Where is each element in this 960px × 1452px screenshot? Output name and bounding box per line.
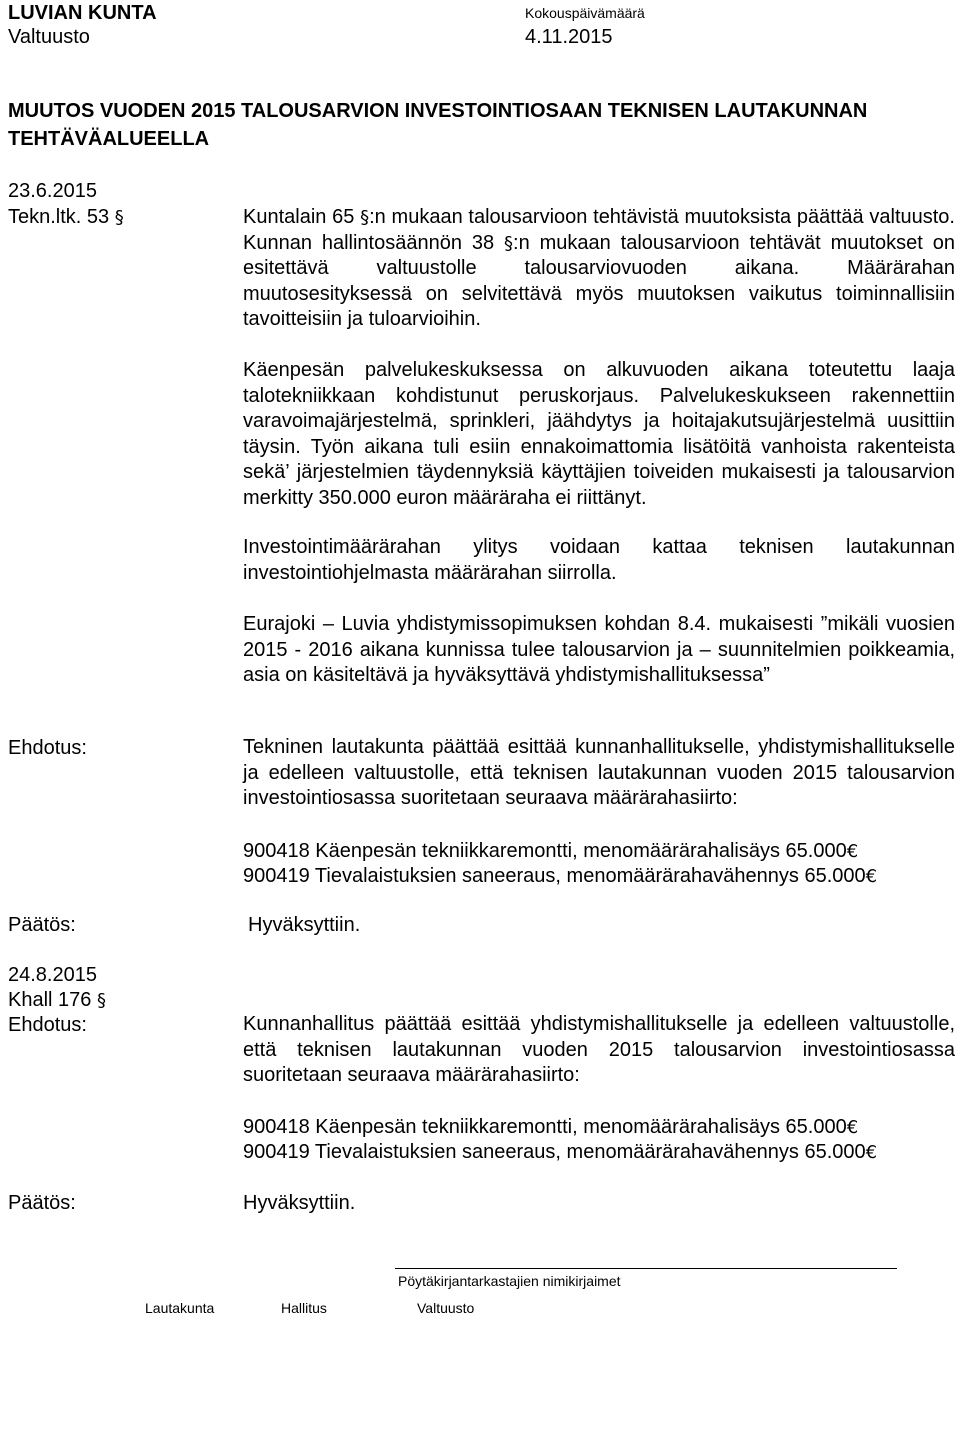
euro-sign: € bbox=[846, 841, 859, 862]
footer-col-government: Hallitus bbox=[281, 1300, 327, 1316]
euro-sign: € bbox=[865, 1142, 878, 1163]
footer-col-council: Valtuusto bbox=[417, 1300, 475, 1316]
title-line-1: MUUTOS VUODEN 2015 TALOUSARVION INVESTOINTIOSAAN TEKNISEN LAUTAKUNNAN bbox=[8, 100, 868, 122]
section2-decision: Hyväksyttiin. bbox=[243, 1192, 356, 1214]
section1-proposal: Tekninen lautakunta päättää esittää kunnanhallitukselle, yhdistymishallitukselle ja edelleen valtuustolle, että teknisen lautakunnan vuoden 2015 talousarvion investointiosassa suoritetaan seuraava määrärahasiirto: bbox=[243, 736, 955, 810]
meeting-date-label: Kokouspäivämäärä bbox=[525, 5, 645, 21]
section1-paragraph-2: Käenpesän palvelukeskuksessa on alkuvuoden aikana toteutettu laaja talotekniikkaan kohdistunut peruskorjaus. Palvelukeskukseen rakennettiin varavoimajärjestelmä, sprinkleri, jäähdytys ja hoitajakutsujärjestelmä uusittiin täysin. Työn aikana tuli esiin ennakoimattomia lisätöitä vanhoista rakenteista sekä’ järjestelmien täydennyksiä käyttäjien toiveiden mukaisesti ja talousarvion merkitty 350.000 euron määräraha ei riittänyt. bbox=[243, 359, 955, 509]
section-sign: § bbox=[504, 232, 514, 254]
title-line-2: TEHTÄVÄALUEELLA bbox=[8, 128, 210, 150]
decision-label: Päätös: bbox=[8, 914, 76, 936]
section2-ref-text: Khall 176 bbox=[8, 989, 92, 1011]
section1-paragraph-3: Investointimäärärahan ylitys voidaan kattaa teknisen lautakunnan investointiohjelmasta määrärahan siirrolla. bbox=[243, 536, 955, 584]
euro-sign: € bbox=[865, 866, 878, 887]
euro-sign: € bbox=[846, 1117, 859, 1138]
section1-paragraph-4: Eurajoki – Luvia yhdistymissopimuksen kohdan 8.4. mukaisesti ”mikäli vuosien 2015 - 2016 aikana kunnissa tulee talousarvion ja – suunnitelmien poikkeamia, asia on käsiteltävä ja hyväksyttävä yhdistymishallituksessa” bbox=[243, 613, 955, 687]
section2-ref bbox=[8, 987, 106, 1014]
section2-transfer-item-1: 900418 Käenpesän tekniikkaremontti, menomäärärahalisäys 65.000€ bbox=[243, 1116, 859, 1138]
proposal-label: Ehdotus: bbox=[8, 737, 87, 759]
body-name: Valtuusto bbox=[8, 26, 90, 48]
section-sign: § bbox=[360, 207, 370, 228]
section2-proposal: Kunnanhallitus päättää esittää yhdistymishallitukselle ja edelleen valtuustolle, että teknisen lautakunnan vuoden 2015 talousarvion investointiosassa suoritetaan seuraava määrärahasiirto: bbox=[243, 1013, 955, 1087]
section1-paragraph-1: Kuntalain 65 §:n mukaan talousarvioon tehtävistä muutoksista päättää valtuusto. Kunnan hallintosäännön 38 §:n mukaan talousarvioon tehtävät muutokset on esitettävä valtuustolle talousarviovuoden aikana. Määrärahan muutosesityksessä on selvitettävä myös muutoksen vaikutus toiminnallisiin tavoitteisiin ja tuloarvioihin. bbox=[243, 206, 955, 331]
section2-date: 24.8.2015 bbox=[8, 964, 97, 986]
municipality-name: LUVIAN KUNTA bbox=[8, 2, 157, 24]
section1-ref bbox=[8, 204, 124, 231]
footer-divider bbox=[395, 1268, 897, 1269]
section1-date: 23.6.2015 bbox=[8, 180, 97, 202]
section1-transfer-item-1: 900418 Käenpesän tekniikkaremontti, menomäärärahalisäys 65.000€ bbox=[243, 840, 859, 862]
footer-col-board: Lautakunta bbox=[145, 1300, 215, 1316]
document-title bbox=[8, 97, 867, 153]
section-sign: § bbox=[96, 990, 106, 1011]
proposal-label: Ehdotus: bbox=[8, 1014, 87, 1036]
decision-label: Päätös: bbox=[8, 1192, 76, 1214]
meeting-date: 4.11.2015 bbox=[525, 26, 613, 48]
footer-initials-label: Pöytäkirjantarkastajien nimikirjaimet bbox=[398, 1273, 621, 1289]
section-sign: § bbox=[114, 207, 124, 228]
section1-ref-text: Tekn.ltk. 53 bbox=[8, 206, 110, 228]
section1-transfer-item-2: 900419 Tievalaistuksien saneeraus, menomäärärahavähennys 65.000€ bbox=[243, 865, 878, 887]
section1-decision: Hyväksyttiin. bbox=[248, 914, 361, 936]
section2-transfer-item-2: 900419 Tievalaistuksien saneeraus, menomäärärahavähennys 65.000€ bbox=[243, 1141, 878, 1163]
